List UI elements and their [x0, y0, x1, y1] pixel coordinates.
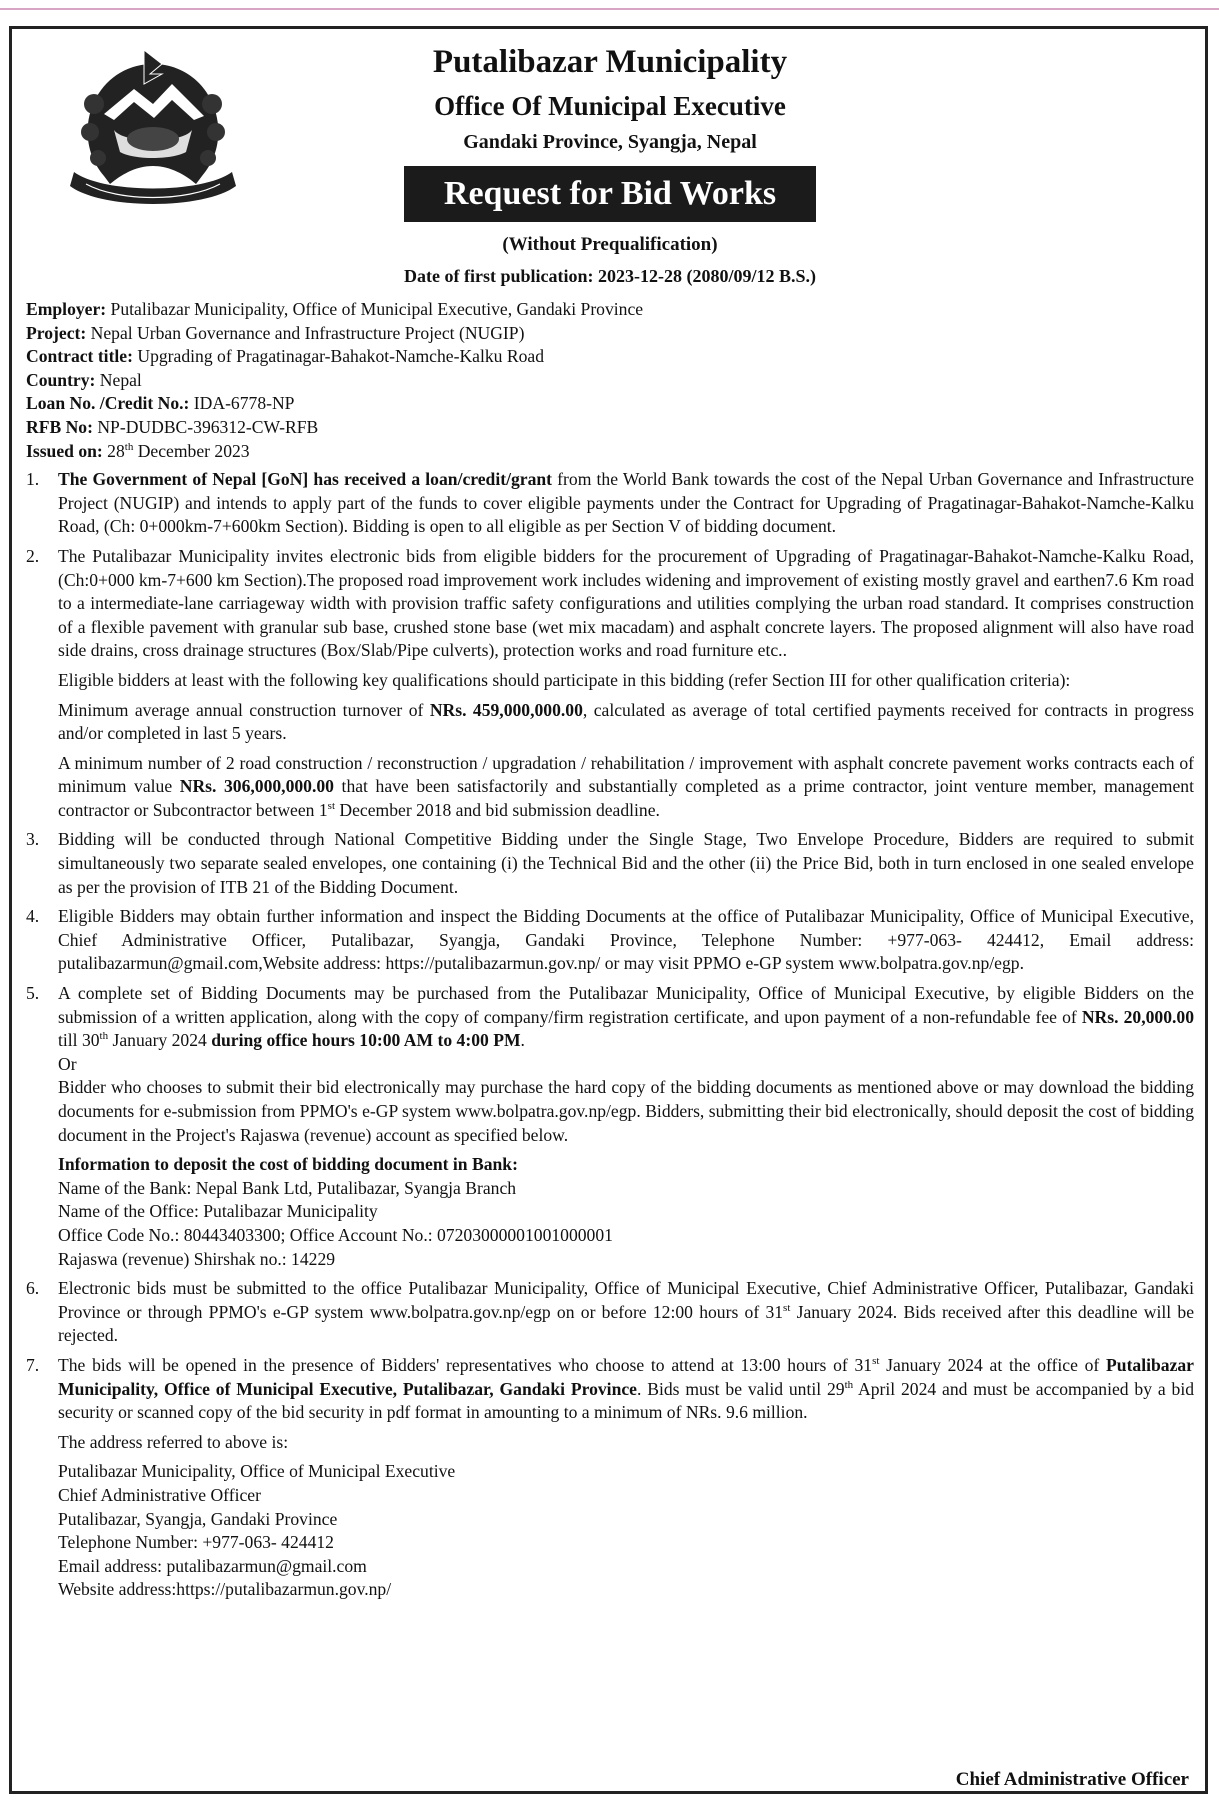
notice-body — [26, 298, 1194, 1608]
nepal-emblem-icon — [64, 44, 242, 218]
office-name: Office Of Municipal Executive — [434, 91, 786, 121]
clause-6: 6. Electronic bids must be submitted to the office Putalibazar Municipality, Office of Municipal Executive, Chief Administrative Officer, Putalibazar, Gandaki Province or through PPMO's e-GP system www.bolpatra.gov.np/egp on or before 12:00 hours of 31st January 2024. Bids received after this deadline will be rejected. — [26, 1278, 1194, 1346]
top-rule — [0, 8, 1219, 10]
notice-title: Request for Bid Works — [404, 166, 816, 222]
publication-date: Date of first publication: 2023-12-28 (2080/09/12 B.S.) — [404, 266, 816, 286]
signature-title: Chief Administrative Officer — [955, 1769, 1189, 1790]
notice-clauses — [26, 468, 1194, 1602]
office-location: Gandaki Province, Syangja, Nepal — [463, 131, 757, 153]
clause-3: 3. Bidding will be conducted through National Competitive Bidding under the Single Stage, Two Envelope Procedure, Bidders are required to submit simultaneously two separate sealed envelopes, one containing (i) the Technical Bid and the other (ii) the Price Bid, both in turn enclosed in one sealed envelope as per the provision of ITB 21 of the Bidding Document. — [26, 829, 1194, 897]
office-address: Putalibazar Municipality, Office of Municipal Executive Chief Administrative Officer Putalibazar, Syangja, Gandaki Province Telephone Number: +977-063- 424412 Email address: putalibazarmun@gmail.com Website address:https://putalibazarmun.gov.np/ — [58, 1461, 456, 1600]
meta-contract-title: Contract title: Upgrading of Pragatinagar-Bahakot-Namche-Kalku Road — [26, 346, 544, 367]
bank-info: Information to deposit the cost of bidding document in Bank: Name of the Bank: Nepal Bank Ltd, Putalibazar, Syangja Branch Name of the Office: Putalibazar Municipality Office Code No.: 80443403300; Office Account No.: 07203000001001000001 Rajaswa (revenue) Shirshak no.: 14229 — [58, 1154, 613, 1269]
notice-subtitle: (Without Prequalification) — [502, 234, 718, 255]
meta-issued-on: Issued on: 28th December 2023 — [26, 440, 250, 461]
meta-employer: Employer: Putalibazar Municipality, Office of Municipal Executive, Gandaki Province — [26, 299, 644, 319]
meta-loan-no: Loan No. /Credit No.: IDA-6778-NP — [26, 393, 295, 414]
clause-5: 5. A complete set of Bidding Documents may be purchased from the Putalibazar Municipality, Office of Municipal Executive, by eligible Bidders on the submission of a written application, along with the copy of company/firm registration certificate, and upon payment of a non-refundable fee of NRs. 20,000.00 till 30th January 2024 during office hours 10:00 AM to 4:00 PM. Or Bidder who chooses to submit their bid electronically may purchase the hard copy of the bidding documents as mentioned above or may download the bidding documents for e-submission from PPMO's e-GP system www.bolpatra.gov.np/egp. Bidders, submitting their bid electronically, should deposit the cost of bidding document in the Project's Rajaswa (revenue) account as specified below. Information to deposit the cost of bidding document in Bank: Name of the Bank: Nepal Bank Ltd, Putalibazar, Syangja Branch Name of the Office: Putalibazar Municipality Office Code No.: 80443403300; Office Account No.: 07203000001001000001 Rajaswa (revenue) Shirshak no.: 14229 — [26, 982, 1194, 1271]
contract-metadata — [26, 298, 1194, 463]
meta-country: Country: Nepal — [26, 369, 142, 390]
meta-rfb-no: RFB No: NP-DUDBC-396312-CW-RFB — [26, 416, 319, 437]
clause-7: 7. The bids will be opened in the presence of Bidders' representatives who choose to attend at 13:00 hours of 31st January 2024 at the office of Putalibazar Municipality, Office of Municipal Executive, Putalibazar, Gandaki Province. Bids must be valid until 29th April 2024 and must be accompanied by a bid security or scanned copy of the bid security in pdf format in amounting to a minimum of NRs. 9.6 million. The address referred to above is: Putalibazar Municipality, Office of Municipal Executive Chief Administrative Officer Putalibazar, Syangja, Gandaki Province Telephone Number: +977-063- 424412 Email address: putalibazarmun@gmail.com Website address:https://putalibazarmun.gov.np/ — [26, 1354, 1194, 1602]
clause-4: 4. Eligible Bidders may obtain further information and inspect the Bidding Documents at the office of Putalibazar Municipality, Office of Municipal Executive, Chief Administrative Officer, Putalibazar, Syangja, Gandaki Province, Telephone Number: +977-063- 424412, Email address: putalibazarmun@gmail.com,Website address: https://putalibazarmun.gov.np/ or may visit PPMO e-GP system www.bolpatra.gov.np/egp. — [26, 906, 1194, 974]
clause-1: 1. The Government of Nepal [GoN] has received a loan/credit/grant from the World Bank towards the cost of the Nepal Urban Governance and Infrastructure Project (NUGIP) and intends to apply part of the funds to cover eligible payments under the Contract for Upgrading of Pragatinagar-Bahakot-Namche-Kalku Road, (Ch: 0+000km-7+600km Section). Bidding is open to all eligible as per Section V of bidding document. — [26, 469, 1194, 537]
municipality-name: Putalibazar Municipality — [432, 44, 788, 80]
meta-project: Project: Nepal Urban Governance and Infrastructure Project (NUGIP) — [26, 322, 525, 343]
clause-2: 2. The Putalibazar Municipality invites electronic bids from eligible bidders for the procurement of Upgrading of Pragatinagar-Bahakot-Namche-Kalku Road, (Ch:0+000 km-7+600 km Section).The proposed road improvement work includes widening and improvement of existing mostly gravel and earthen7.6 Km road to a intermediate-lane carriageway width with provision traffic safety configurations and utilities complying the urban road standard. It comprises construction of a flexible pavement with granular sub base, crushed stone base (wet mix macadam) and asphalt concrete layers. The proposed alignment will also have road side drains, cross drainage structures (Box/Slab/Pipe culverts), protection works and road furniture etc.. Eligible bidders at least with the following key qualifications should participate in this bidding (refer Section III for other qualification criteria): Minimum average annual construction turnover of NRs. 459,000,000.00, calculated as average of total certified payments received for contracts in progress and/or completed in last 5 years. A minimum number of 2 road construction / reconstruction / upgradation / rehabilitation / improvement with asphalt concrete pavement works contracts each of minimum value NRs. 306,000,000.00 that have been satisfactorily and substantially completed as a prime contractor, joint venture member, management contractor or Subcontractor between 1st December 2018 and bid submission deadline. — [26, 545, 1194, 820]
